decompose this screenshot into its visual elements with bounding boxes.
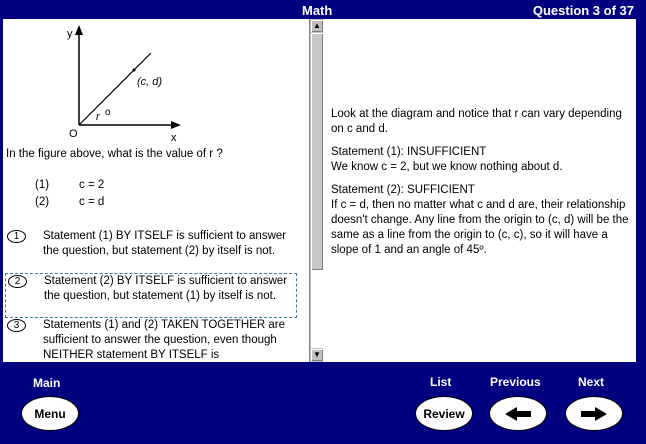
degree-mark: o bbox=[105, 107, 111, 118]
right-arrow-icon bbox=[579, 406, 609, 422]
question-counter: Question 3 of 37 bbox=[532, 3, 634, 18]
point-c-d bbox=[133, 69, 136, 72]
line-to-point bbox=[79, 53, 151, 125]
y-axis-arrow bbox=[75, 25, 83, 35]
statement-1-body: We know c = 2, but we know nothing about d. bbox=[331, 161, 563, 173]
statement-2-analysis bbox=[331, 183, 631, 258]
left-arrow-icon bbox=[503, 406, 533, 422]
answer-option-2[interactable] bbox=[5, 273, 297, 318]
option-bubble[interactable]: 1 bbox=[7, 230, 26, 243]
statement-number: (1) bbox=[35, 179, 50, 191]
next-button[interactable] bbox=[565, 396, 623, 431]
statement-2-body: If c = d, then no matter what c and d are, their relationship doesn't change. Any line from the origin to (c, d) will be the same as a line from the origin to (c, c), so it will have a slope of 1 and an angle of 45º. bbox=[331, 199, 629, 256]
option-text: Statements (1) and (2) TAKEN TOGETHER are sufficient to answer the question, even though NEITHER statement BY ITSELF is bbox=[43, 319, 286, 361]
section-title: Math bbox=[302, 3, 333, 18]
option-bubble[interactable]: 2 bbox=[8, 275, 27, 288]
scroll-up-arrow-icon[interactable]: ▲ bbox=[311, 20, 323, 32]
scroll-track-lower[interactable] bbox=[311, 270, 323, 348]
question-prompt: In the figure above, what is the value of r ? bbox=[6, 148, 223, 160]
x-axis-label: x bbox=[171, 132, 177, 143]
explanation-pane bbox=[331, 107, 631, 266]
statement-text: c = 2 bbox=[79, 179, 105, 191]
navigation-bar bbox=[0, 362, 646, 444]
angle-label: r bbox=[96, 111, 100, 123]
coordinate-figure bbox=[53, 21, 193, 143]
x-axis-arrow bbox=[171, 121, 181, 129]
scroll-down-arrow-icon[interactable]: ▼ bbox=[311, 349, 323, 361]
explanation-intro: Look at the diagram and notice that r can vary depending on c and d. bbox=[331, 108, 622, 135]
option-text: Statement (2) BY ITSELF is sufficient to answer the question, but statement (1) by itself is not. bbox=[44, 275, 288, 302]
option-text: Statement (1) BY ITSELF is sufficient to answer the question, but statement (2) by itself is not. bbox=[43, 230, 287, 257]
review-button[interactable]: Review bbox=[415, 396, 473, 431]
next-label: Next bbox=[578, 375, 605, 389]
menu-button[interactable]: Menu bbox=[21, 396, 79, 431]
previous-button[interactable] bbox=[489, 396, 547, 431]
content-area bbox=[3, 19, 636, 362]
answer-option-3[interactable] bbox=[5, 318, 297, 362]
question-pane bbox=[3, 19, 308, 362]
main-label: Main bbox=[33, 376, 61, 390]
point-label: (c, d) bbox=[137, 76, 163, 88]
question-scrollbar[interactable] bbox=[309, 19, 323, 362]
list-label: List bbox=[430, 375, 452, 389]
origin-label: O bbox=[69, 128, 78, 140]
statement-1-heading: Statement (1): INSUFFICIENT bbox=[331, 146, 487, 158]
answer-option-1[interactable] bbox=[5, 229, 297, 271]
option-bubble[interactable]: 3 bbox=[7, 319, 26, 332]
statement-2-heading: Statement (2): SUFFICIENT bbox=[331, 184, 475, 196]
y-axis-label: y bbox=[67, 28, 73, 40]
scroll-thumb[interactable] bbox=[311, 33, 323, 270]
previous-label: Previous bbox=[490, 375, 541, 389]
title-bar bbox=[0, 0, 646, 20]
scroll-track[interactable] bbox=[311, 33, 323, 348]
statement-number: (2) bbox=[35, 196, 50, 208]
statement-text: c = d bbox=[79, 196, 105, 208]
statement-1-analysis bbox=[331, 145, 631, 175]
